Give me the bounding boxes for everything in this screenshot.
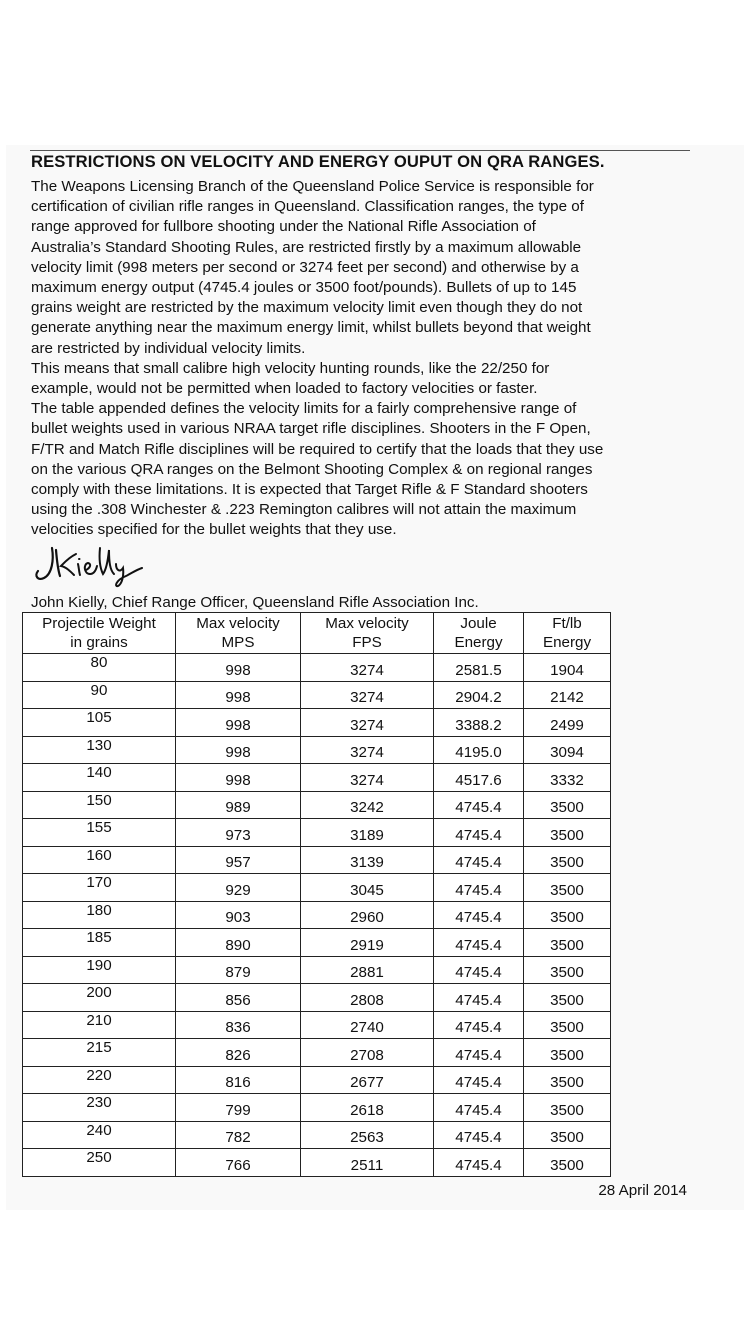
table-cell: 250: [23, 1149, 176, 1177]
table-cell: 2881: [301, 956, 434, 984]
table-row: [23, 1094, 611, 1122]
table-cell: 4745.4: [434, 791, 524, 819]
table-cell: 3139: [301, 846, 434, 874]
table-cell: 903: [176, 901, 301, 929]
column-header-line: in grains: [70, 634, 128, 651]
table-cell: 3500: [524, 874, 611, 902]
table-cell: 836: [176, 1011, 301, 1039]
body-line: F/TR and Match Rifle disciplines will be required to certify that the loads that they use: [31, 440, 604, 458]
table-cell: 2499: [524, 709, 611, 737]
table-cell: 3500: [524, 984, 611, 1012]
table-cell: 3242: [301, 791, 434, 819]
body-line: bullet weights used in various NRAA target rifle disciplines. Shooters in the F Open,: [31, 420, 591, 438]
column-header: [23, 613, 176, 654]
table-cell: 220: [23, 1066, 176, 1094]
table-row: [23, 1149, 611, 1177]
table-cell: 3500: [524, 1066, 611, 1094]
table-cell: 170: [23, 874, 176, 902]
body-line: are restricted by individual velocity limits.: [31, 339, 306, 357]
table-cell: 3189: [301, 819, 434, 847]
table-row: [23, 654, 611, 682]
table-cell: 998: [176, 681, 301, 709]
table-cell: 3274: [301, 654, 434, 682]
table-cell: 80: [23, 654, 176, 682]
table-cell: 957: [176, 846, 301, 874]
table-row: [23, 956, 611, 984]
body-line: certification of civilian rifle ranges in Queensland. Classification ranges, the type of: [31, 198, 584, 216]
table-cell: 879: [176, 956, 301, 984]
table-cell: 3500: [524, 1011, 611, 1039]
column-header: [524, 613, 611, 654]
table-cell: 4195.0: [434, 736, 524, 764]
body-line: velocities specified for the bullet weights that they use.: [31, 521, 397, 539]
table-cell: 2919: [301, 929, 434, 957]
table-cell: 4745.4: [434, 1121, 524, 1149]
table-cell: 3500: [524, 1094, 611, 1122]
table-cell: 90: [23, 681, 176, 709]
table-cell: 180: [23, 901, 176, 929]
table-row: [23, 1011, 611, 1039]
table-cell: 2677: [301, 1066, 434, 1094]
column-header-line: FPS: [352, 634, 382, 651]
table-cell: 2142: [524, 681, 611, 709]
document-date: 28 April 2014: [598, 1182, 687, 1199]
table-cell: 2563: [301, 1121, 434, 1149]
table-row: [23, 736, 611, 764]
table-cell: 3094: [524, 736, 611, 764]
table-cell: 155: [23, 819, 176, 847]
table-cell: 4745.4: [434, 1039, 524, 1067]
column-header-line: Energy: [454, 634, 503, 651]
column-header-line: Max velocity: [325, 615, 409, 632]
table-cell: 150: [23, 791, 176, 819]
table-cell: 782: [176, 1121, 301, 1149]
table-cell: 2960: [301, 901, 434, 929]
table-cell: 160: [23, 846, 176, 874]
table-cell: 4745.4: [434, 874, 524, 902]
body-line: The table appended defines the velocity limits for a fairly comprehensive range of: [31, 400, 577, 418]
column-header-line: Ft/lb: [552, 615, 582, 632]
table-cell: 3274: [301, 736, 434, 764]
table-cell: 4517.6: [434, 764, 524, 792]
table-cell: 2808: [301, 984, 434, 1012]
table-cell: 2740: [301, 1011, 434, 1039]
table-row: [23, 709, 611, 737]
table-cell: 4745.4: [434, 929, 524, 957]
body-line: on the various QRA ranges on the Belmont Shooting Complex & on regional ranges: [31, 460, 593, 478]
table-cell: 4745.4: [434, 956, 524, 984]
table-row: [23, 846, 611, 874]
table-row: [23, 874, 611, 902]
table-row: [23, 1039, 611, 1067]
column-header-line: Joule: [460, 615, 497, 632]
table-row: [23, 901, 611, 929]
column-header-line: Projectile Weight: [42, 615, 156, 632]
table-cell: 890: [176, 929, 301, 957]
body-line: velocity limit (998 meters per second or 3274 feet per second) and otherwise by a: [31, 258, 579, 276]
table-cell: 4745.4: [434, 984, 524, 1012]
table-cell: 766: [176, 1149, 301, 1177]
table-cell: 4745.4: [434, 901, 524, 929]
table-cell: 3274: [301, 764, 434, 792]
table-cell: 105: [23, 709, 176, 737]
table-header-row: [23, 613, 611, 654]
table-cell: 2708: [301, 1039, 434, 1067]
column-header-line: Energy: [542, 634, 592, 651]
table-cell: 973: [176, 819, 301, 847]
velocity-energy-table: [22, 612, 611, 1177]
table-cell: 3274: [301, 681, 434, 709]
table-cell: 130: [23, 736, 176, 764]
table-row: [23, 1121, 611, 1149]
table-cell: 3332: [524, 764, 611, 792]
table-cell: 3500: [524, 929, 611, 957]
table-cell: 929: [176, 874, 301, 902]
column-header: [434, 613, 524, 654]
table-cell: 4745.4: [434, 1066, 524, 1094]
column-header-line: Max velocity: [196, 615, 280, 632]
body-line: comply with these limitations. It is expected that Target Rifle & F Standard shooters: [31, 481, 588, 499]
table-row: [23, 929, 611, 957]
column-header: [176, 613, 301, 654]
table-cell: 3500: [524, 1121, 611, 1149]
table-cell: 230: [23, 1094, 176, 1122]
table-row: [23, 819, 611, 847]
body-line: Australia’s Standard Shooting Rules, are restricted firstly by a maximum allowable: [31, 238, 582, 256]
body-line: example, would not be permitted when loaded to factory velocities or faster.: [31, 380, 538, 398]
column-header: [301, 613, 434, 654]
table-cell: 2618: [301, 1094, 434, 1122]
table-cell: 185: [23, 929, 176, 957]
table-cell: 2904.2: [434, 681, 524, 709]
table-cell: 3500: [524, 1149, 611, 1177]
signature-image: [30, 540, 150, 590]
table-cell: 3500: [524, 901, 611, 929]
table-cell: 998: [176, 736, 301, 764]
table-row: [23, 1066, 611, 1094]
table-cell: 998: [176, 654, 301, 682]
table-cell: 4745.4: [434, 1149, 524, 1177]
table-row: [23, 791, 611, 819]
body-line: maximum energy output (4745.4 joules or 3500 foot/pounds). Bullets of up to 145: [31, 279, 577, 297]
table-cell: 210: [23, 1011, 176, 1039]
table-cell: 3388.2: [434, 709, 524, 737]
table-cell: 3274: [301, 709, 434, 737]
table-cell: 816: [176, 1066, 301, 1094]
table-cell: 215: [23, 1039, 176, 1067]
table-cell: 4745.4: [434, 1011, 524, 1039]
table-cell: 190: [23, 956, 176, 984]
table-cell: 3045: [301, 874, 434, 902]
document-heading: RESTRICTIONS ON VELOCITY AND ENERGY OUPUT ON QRA RANGES.: [31, 152, 605, 171]
body-line: range approved for fullbore shooting under the National Rifle Association of: [31, 218, 536, 236]
table-cell: 4745.4: [434, 846, 524, 874]
body-line: The Weapons Licensing Branch of the Queensland Police Service is responsible for: [31, 178, 594, 195]
table-cell: 998: [176, 709, 301, 737]
table-cell: 4745.4: [434, 819, 524, 847]
table-row: [23, 764, 611, 792]
table-row: [23, 984, 611, 1012]
body-line: using the .308 Winchester & .223 Remington calibres will not attain the maximum: [31, 501, 577, 519]
table-cell: 3500: [524, 956, 611, 984]
table-cell: 989: [176, 791, 301, 819]
table-row: [23, 681, 611, 709]
table-cell: 3500: [524, 1039, 611, 1067]
table-cell: 856: [176, 984, 301, 1012]
body-text: [31, 177, 731, 541]
table-cell: 3500: [524, 819, 611, 847]
table-cell: 4745.4: [434, 1094, 524, 1122]
table-cell: 826: [176, 1039, 301, 1067]
table-cell: 2511: [301, 1149, 434, 1177]
table-cell: 2581.5: [434, 654, 524, 682]
column-header-line: MPS: [221, 634, 255, 651]
body-line: grains weight are restricted by the maximum velocity limit even though they do not: [31, 299, 583, 317]
table-cell: 140: [23, 764, 176, 792]
table-cell: 998: [176, 764, 301, 792]
signatory-line: John Kielly, Chief Range Officer, Queensland Rifle Association Inc.: [31, 594, 479, 611]
table-cell: 3500: [524, 791, 611, 819]
table-cell: 1904: [524, 654, 611, 682]
table-cell: 240: [23, 1121, 176, 1149]
table-cell: 200: [23, 984, 176, 1012]
table-cell: 799: [176, 1094, 301, 1122]
body-line: This means that small calibre high velocity hunting rounds, like the 22/250 for: [31, 359, 550, 377]
table-cell: 3500: [524, 846, 611, 874]
body-line: generate anything near the maximum energy limit, whilst bullets beyond that weight: [31, 319, 591, 337]
